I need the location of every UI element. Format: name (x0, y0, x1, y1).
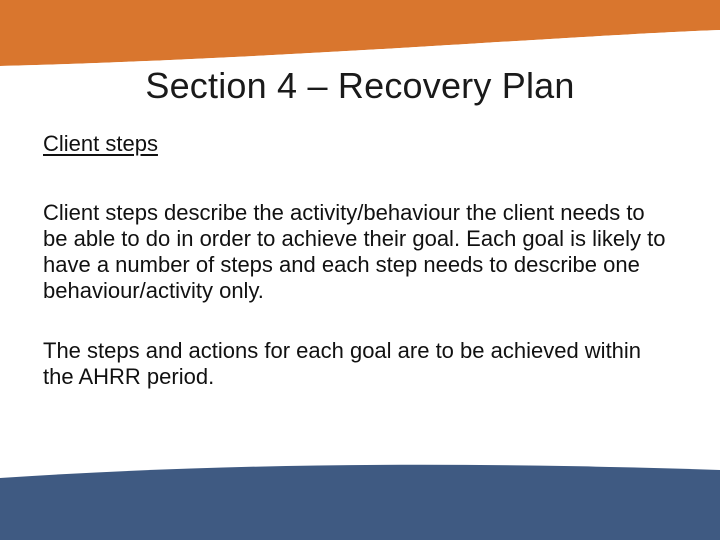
body-paragraph: The steps and actions for each goal are to be achieved within the AHRR period. (43, 338, 642, 389)
slide-content (43, 130, 673, 390)
body-paragraph: Client steps describe the activity/behaviour the client needs to be able to do in order to achieve their goal. Each goal is likely to have a number of steps and each step needs to describe one behaviour/activity only. (43, 200, 666, 303)
slide-title: Section 4 – Recovery Plan (145, 65, 575, 106)
section-subheading: Client steps (43, 131, 158, 156)
bottom-blue-wave (0, 465, 720, 540)
